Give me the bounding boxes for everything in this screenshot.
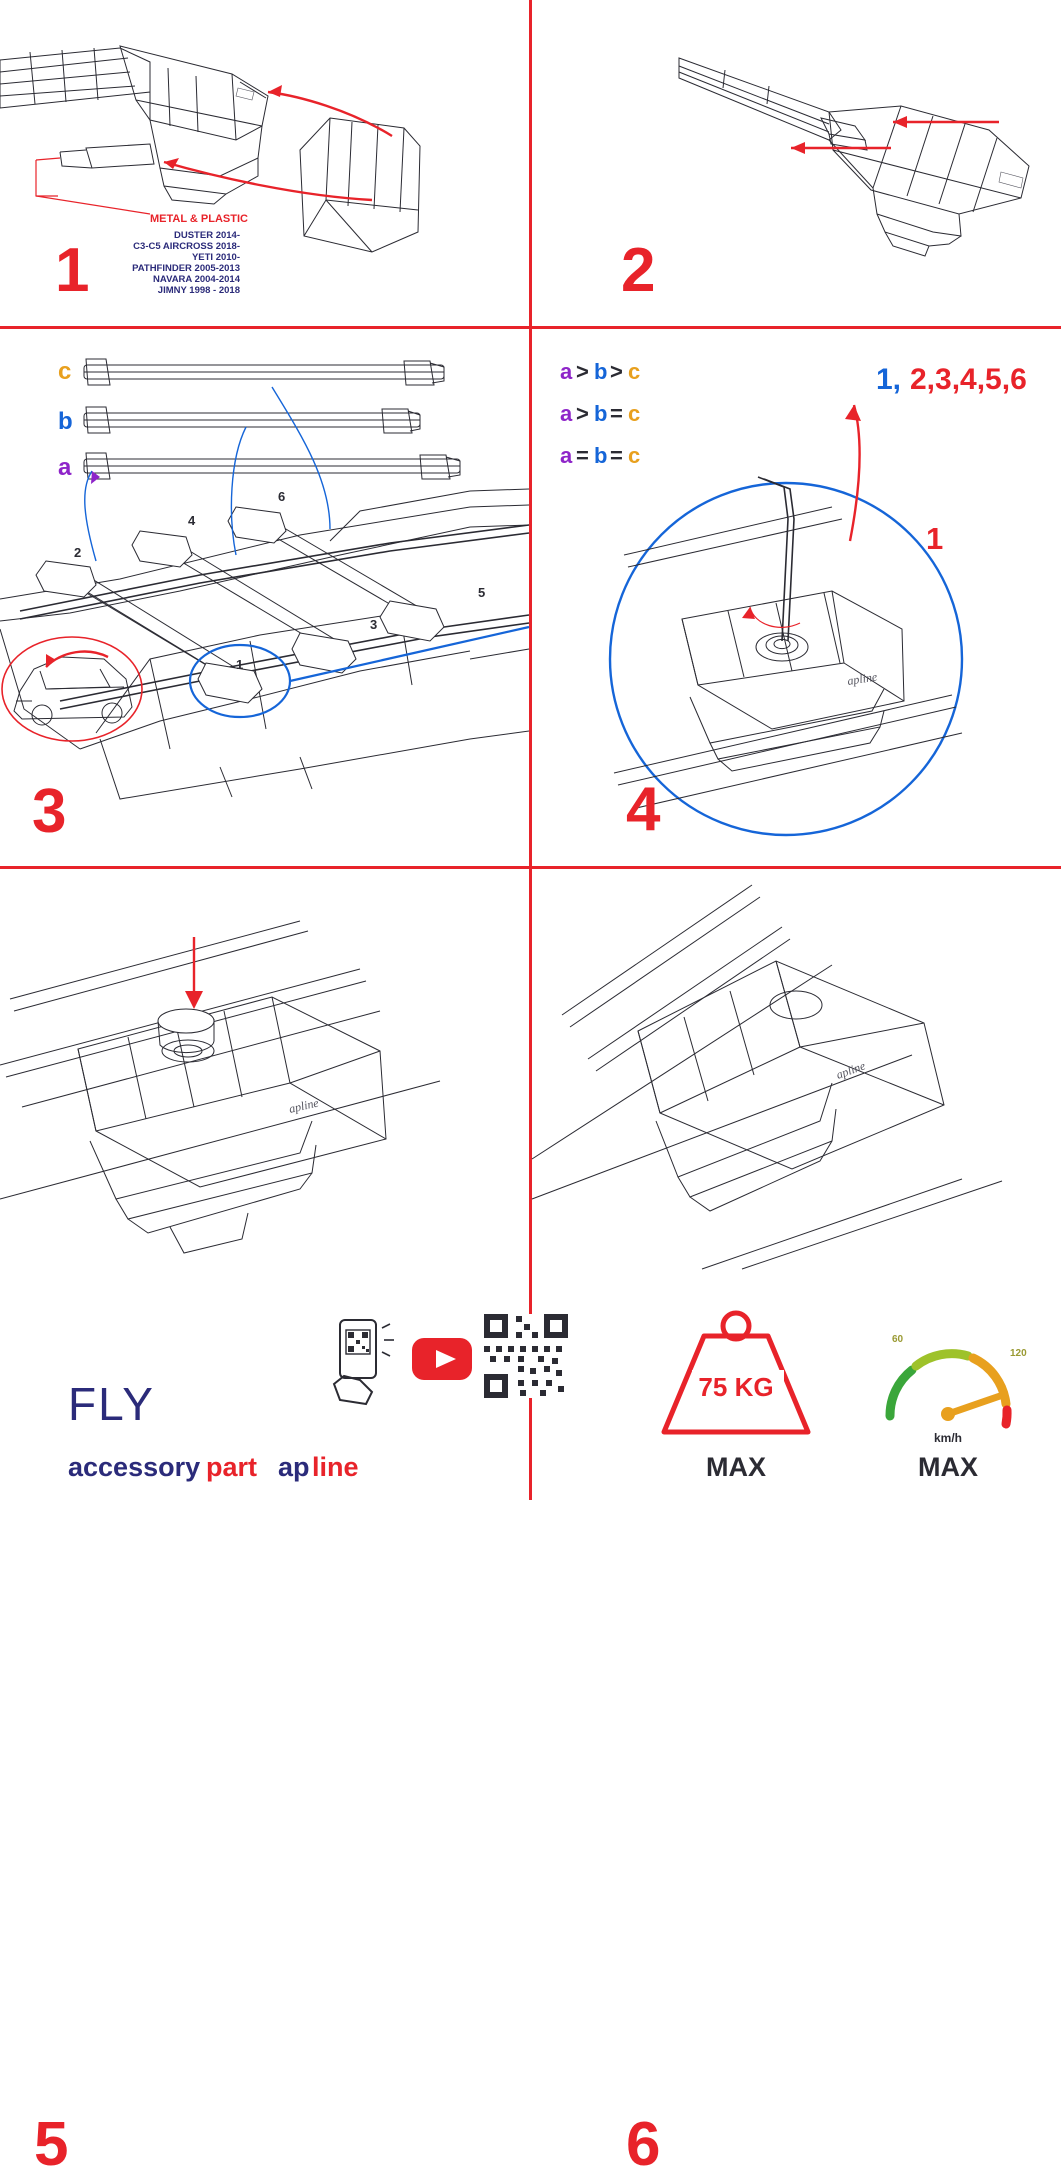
svg-text:=: = — [576, 443, 589, 468]
vehicle-1: C3-C5 AIRCROSS 2018- — [133, 241, 240, 252]
panel-step-2 — [529, 0, 1061, 326]
bar-label-b: b — [58, 408, 73, 435]
svg-text:a: a — [560, 359, 573, 384]
step-6-illustration — [532, 869, 1061, 1269]
svg-text:c: c — [628, 443, 641, 468]
weight-max-label: MAX — [706, 1452, 766, 1482]
svg-text:>: > — [576, 401, 589, 426]
step-number-2: 2 — [621, 236, 656, 305]
svg-text:1,: 1, — [876, 363, 902, 396]
detail-number-1: 1 — [926, 521, 944, 556]
svg-text:2,3,4,5,6: 2,3,4,5,6 — [910, 363, 1027, 396]
gauge-tick-min: 60 — [892, 1334, 904, 1345]
brand-logo-step5: apline — [287, 1095, 320, 1116]
callout-2: 2 — [74, 545, 82, 560]
callout-3: 3 — [370, 617, 378, 632]
svg-text:c: c — [628, 401, 641, 426]
panel-step-1 — [0, 0, 529, 326]
svg-text:ap: ap — [278, 1452, 310, 1482]
svg-text:>: > — [610, 359, 623, 384]
footer-limits-block — [532, 1300, 1061, 1500]
svg-text:part: part — [206, 1452, 258, 1482]
bar-label-c: c — [58, 358, 72, 385]
step-4-illustration — [532, 329, 1061, 866]
material-label: METAL & PLASTIC — [150, 213, 248, 225]
callout-5: 5 — [478, 585, 486, 600]
svg-text:a: a — [560, 443, 573, 468]
footer-brand-block — [0, 1300, 529, 1500]
step-number-6: 6 — [626, 2110, 661, 2179]
speed-limit-gauge — [890, 1334, 1027, 1445]
scan-phone-icon[interactable] — [334, 1320, 394, 1404]
step-number-3: 3 — [32, 777, 67, 846]
leader-c — [272, 387, 330, 529]
svg-text:line: line — [312, 1452, 359, 1482]
vehicle-5: JIMNY 1998 - 2018 — [157, 285, 240, 296]
arrow-red-2 — [164, 162, 372, 200]
arrow-sequence — [850, 405, 860, 541]
brand-logo-step6: apline — [834, 1058, 868, 1082]
tighten-sequence — [876, 363, 1027, 396]
brand-logo-step4: apline — [846, 669, 879, 688]
step-5-illustration — [0, 869, 529, 1269]
youtube-icon[interactable] — [412, 1338, 472, 1380]
svg-text:a: a — [560, 401, 573, 426]
callout-6: 6 — [278, 489, 286, 504]
callout-1: 1 — [236, 657, 244, 672]
gauge-tick-max: 120 — [1010, 1348, 1027, 1359]
vehicle-2: YETI 2010- — [191, 252, 240, 263]
weight-limit-icon — [664, 1313, 808, 1432]
vehicle-4: NAVARA 2004-2014 — [153, 274, 240, 285]
step-3-illustration — [0, 329, 529, 866]
step-number-5: 5 — [34, 2110, 69, 2179]
step-2-illustration — [529, 0, 1061, 326]
step-number-1: 1 — [55, 236, 90, 305]
vehicle-3: PATHFINDER 2005-2013 — [132, 263, 240, 274]
panel-step-4 — [532, 329, 1061, 866]
panel-step-3 — [0, 329, 529, 866]
detail-circle — [610, 483, 962, 835]
car-inset-arrow — [46, 652, 108, 667]
weight-value: 75 KG — [698, 1372, 774, 1402]
leader-a — [85, 471, 96, 561]
step-number-4: 4 — [626, 775, 661, 844]
svg-text:=: = — [610, 401, 623, 426]
callout-4: 4 — [188, 513, 196, 528]
svg-text:b: b — [594, 401, 608, 426]
vehicle-0: DUSTER 2014- — [174, 230, 240, 241]
brand-fly: FLY — [68, 1378, 155, 1430]
svg-text:=: = — [610, 443, 623, 468]
svg-text:c: c — [628, 359, 641, 384]
speed-max-label: MAX — [918, 1452, 978, 1482]
svg-text:>: > — [576, 359, 589, 384]
brand-line — [68, 1452, 359, 1482]
svg-text:b: b — [594, 443, 608, 468]
speed-unit: km/h — [933, 1431, 963, 1445]
rotate-arrow — [750, 607, 800, 627]
bar-label-a: a — [58, 454, 72, 481]
arrow-red-1 — [268, 92, 392, 136]
svg-text:accessory: accessory — [68, 1452, 201, 1482]
svg-text:b: b — [594, 359, 608, 384]
